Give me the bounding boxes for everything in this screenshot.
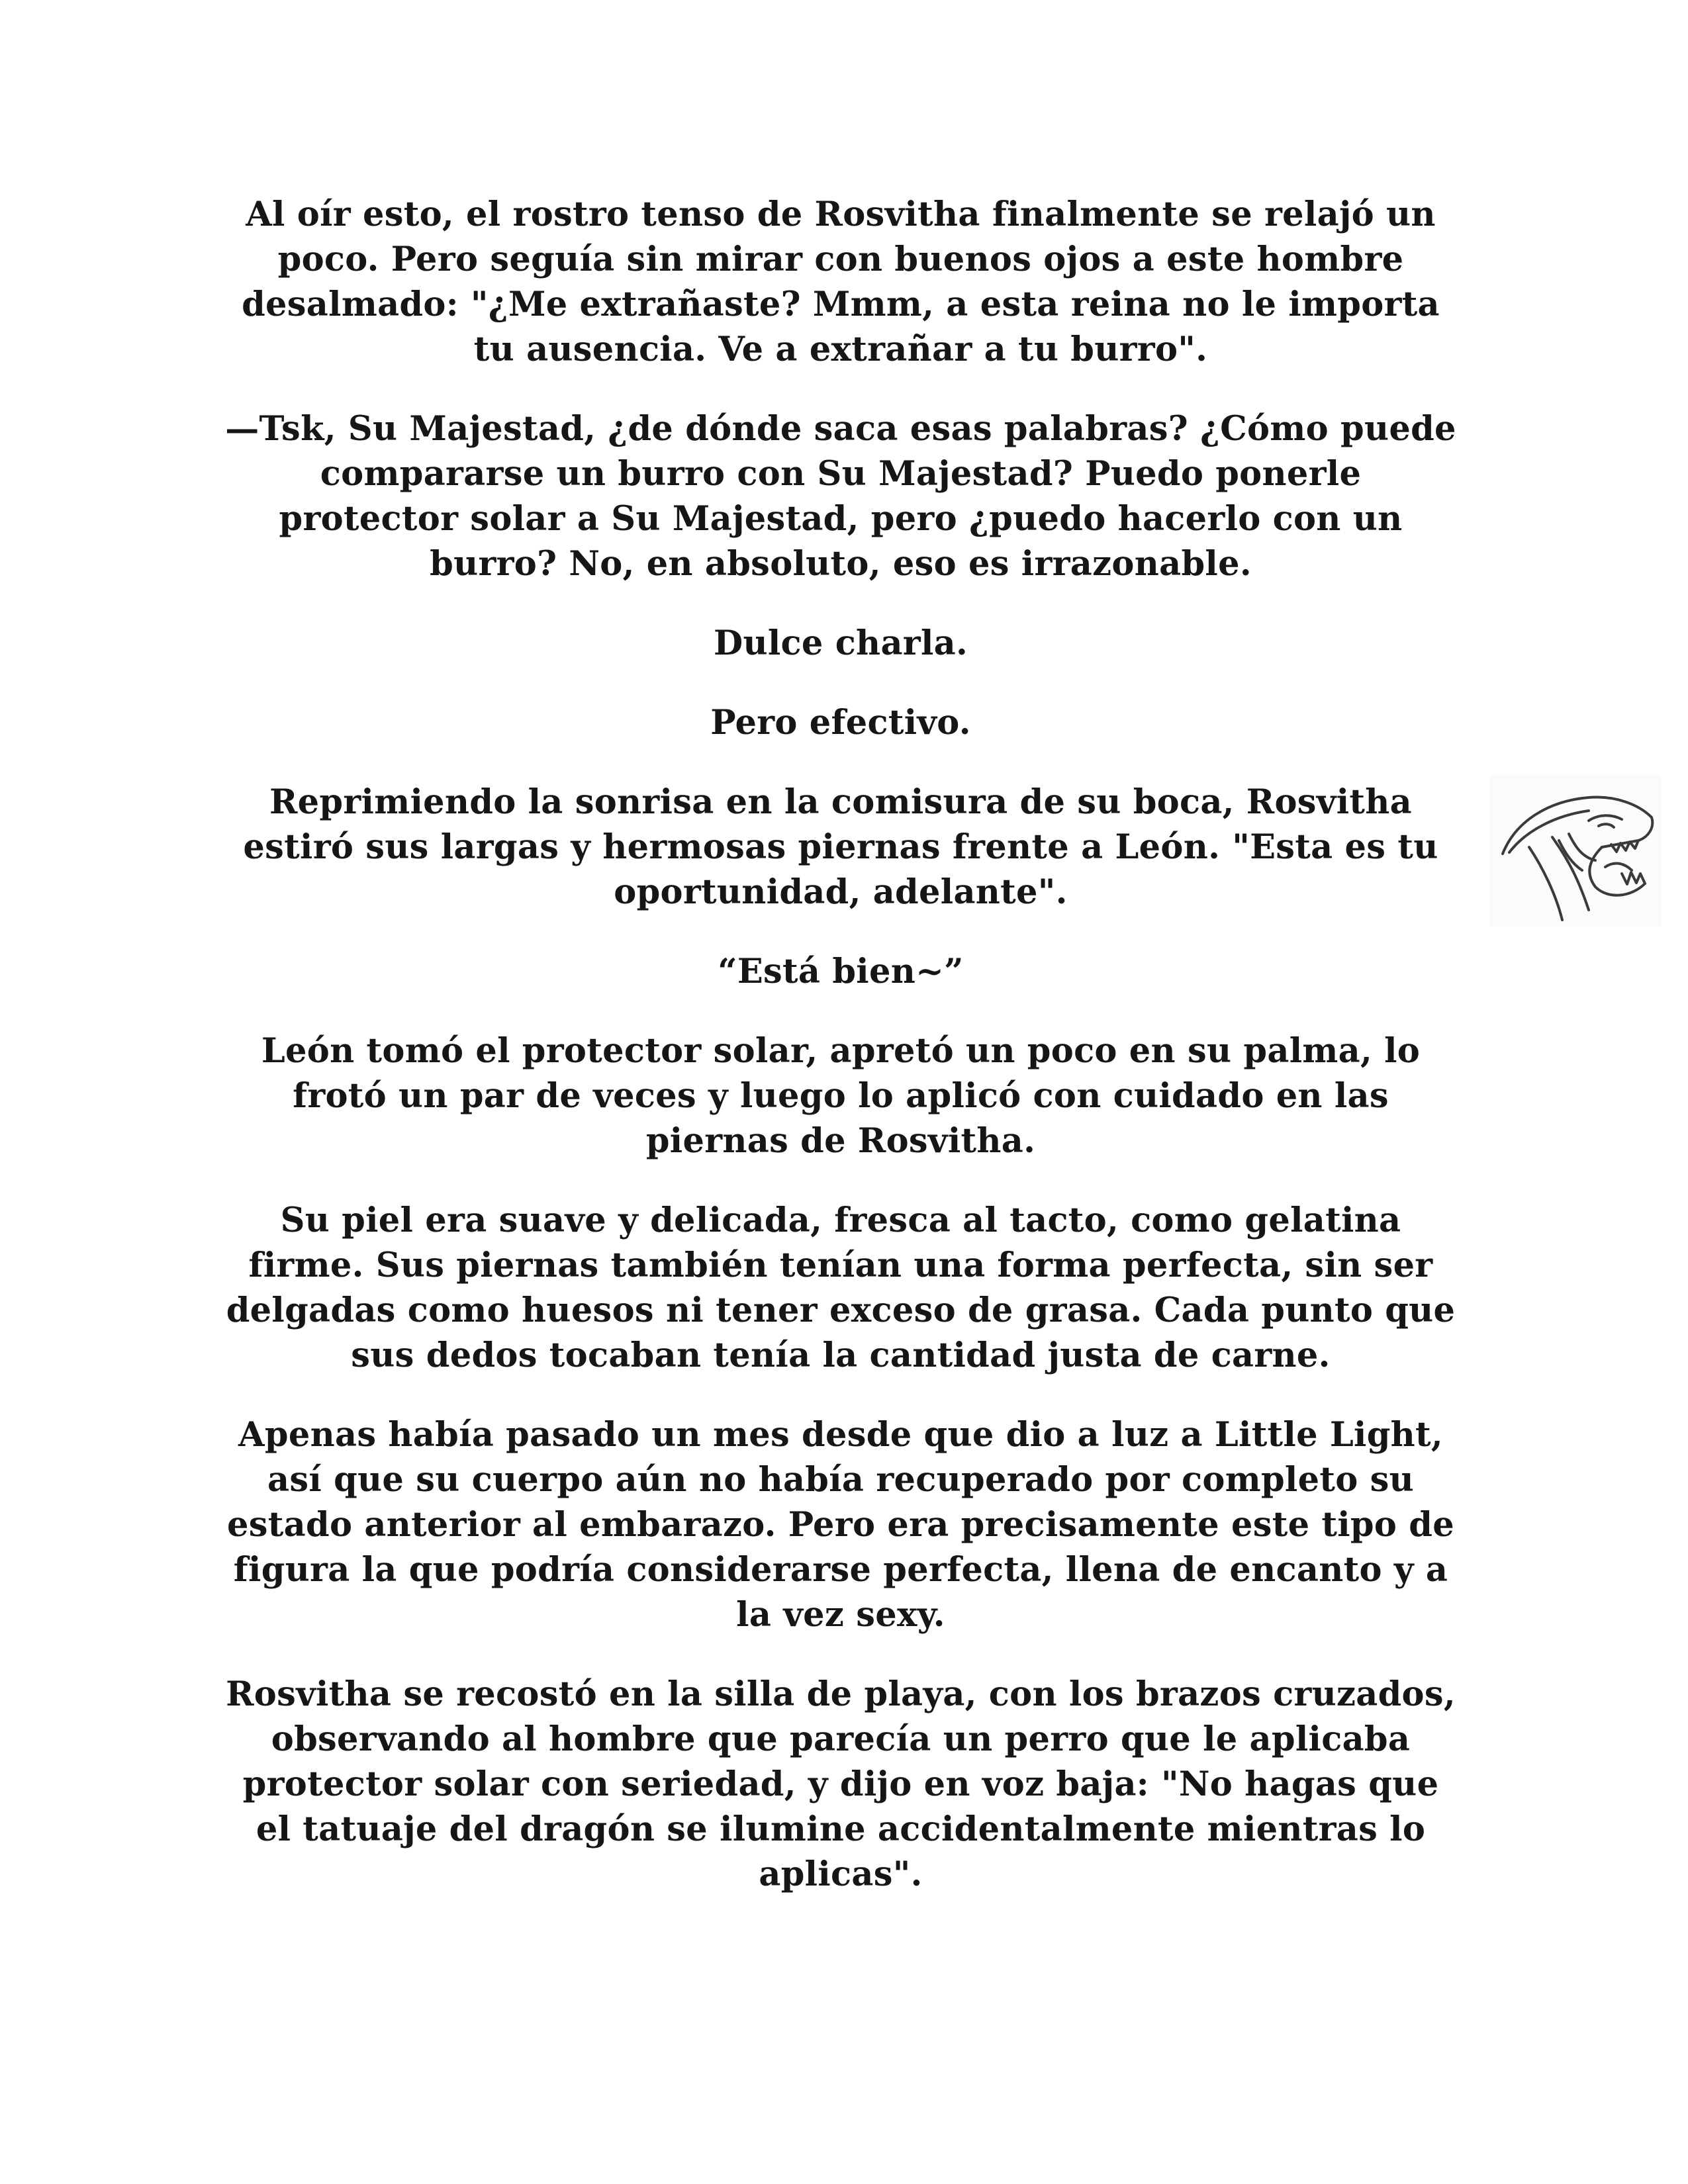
paragraph-4: Pero efectivo. xyxy=(710,703,971,743)
paragraph-8: Su piel era suave y delicada, fresca al tacto, como gelatina firme. Sus piernas también tenían una forma perfecta, sin ser delgadas como huesos ni tener exceso de grasa. Cada punto que sus dedos tocaban tenía la cantidad justa de carne. xyxy=(226,1201,1456,1375)
paragraph-9: Apenas había pasado un mes desde que dio a luz a Little Light, así que su cuerpo aún no había recuperado por completo su estado anterior al embarazo. Pero era precisamente este tipo de figura la que podría considerarse perfecta, llena de encanto y a la vez sexy. xyxy=(227,1415,1454,1635)
paragraph-1: Al oír esto, el rostro tenso de Rosvitha finalmente se relajó un poco. Pero seguía sin mirar con buenos ojos a este hombre desalmado: "¿Me extrañaste? Mmm, a esta reina no le importa tu ausencia. Ve a extrañar a tu burro". xyxy=(242,195,1440,369)
body-text xyxy=(225,192,1456,1931)
paragraph-10: Rosvitha se recostó en la silla de playa, con los brazos cruzados, observando al hombre que parecía un perro que le aplicaba protector solar con seriedad, y dijo en voz baja: "No hagas que el tatuaje del dragón se ilumine accidentalmente mientras lo aplicas". xyxy=(226,1674,1456,1894)
paragraph-6: “Está bien~” xyxy=(718,952,964,991)
paragraph-5: Reprimiendo la sonrisa en la comisura de su boca, Rosvitha estiró sus largas y hermosas piernas frente a León. "Esta es tu oportunidad, adelante". xyxy=(243,782,1438,912)
paragraph-3: Dulce charla. xyxy=(713,623,968,663)
paragraph-7: León tomó el protector solar, apretó un poco en su palma, lo frotó un par de veces y luego lo aplicó con cuidado en las piernas de Rosvitha. xyxy=(261,1031,1421,1161)
dinosaur-head-icon xyxy=(1489,774,1662,927)
paragraph-2: —Tsk, Su Majestad, ¿de dónde saca esas palabras? ¿Cómo puede compararse un burro con Su Majestad? Puedo ponerle protector solar a Su Majestad, pero ¿puedo hacerlo con un burro? No, en absoluto, eso es irrazonable. xyxy=(225,409,1456,584)
